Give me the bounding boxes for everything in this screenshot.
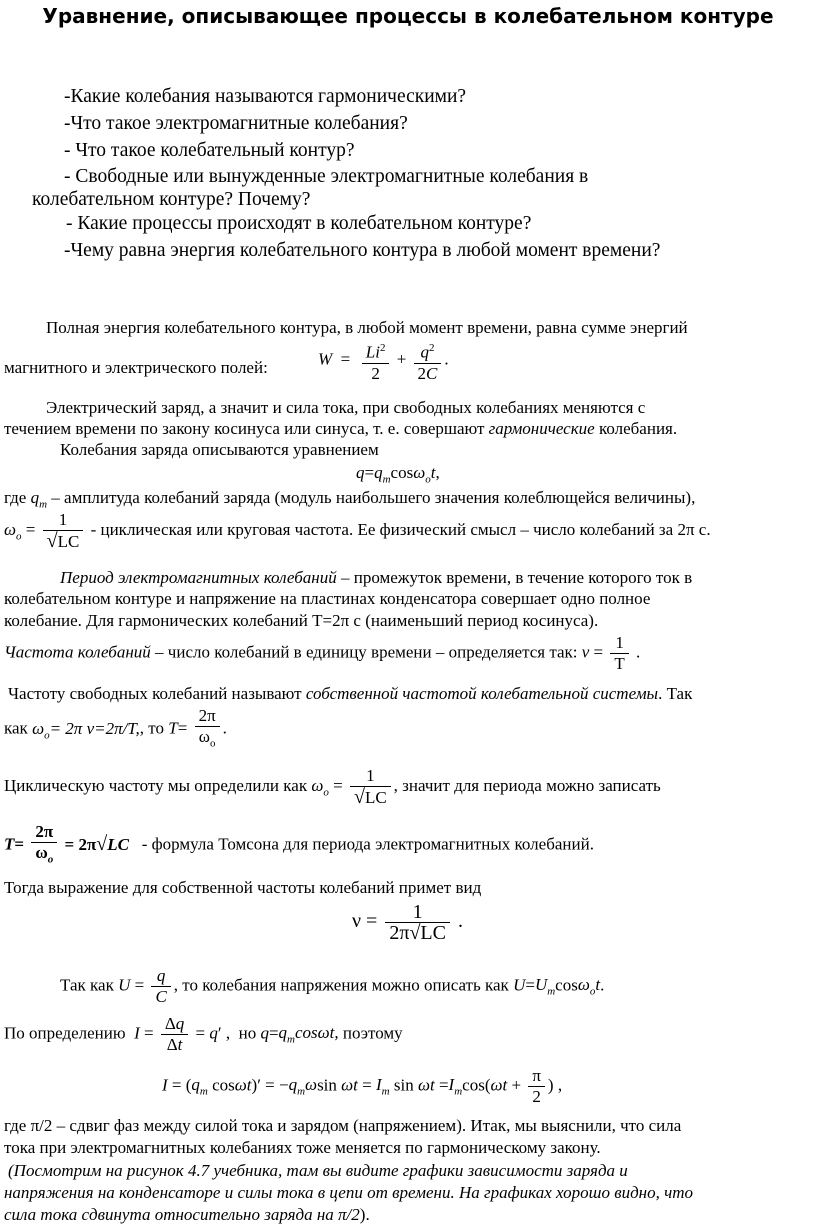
period-line-3: колебание. Для гармонических колебаний Т=2π с (наименьший период косинуса). [4,611,599,630]
cyclic-line: Циклическую частоту мы определили как $\omega_o$ = $\frac{1}{√LC}$ , значит для периода можно записать [4,766,661,808]
phase-line-1: где π/2 – сдвиг фаз между силой тока и зарядом (напряжением). Итак, мы выяснили, что сила [4,1116,682,1135]
charge-line-1: Электрический заряд, а значит и сила тока, при свободных колебаниях меняются с [46,398,646,417]
then-line: Тогда выражение для собственной частоты колебаний примет вид [4,878,482,897]
question-4-cont: колебательном контуре? Почему? [32,189,311,210]
energy-line-1: Полная энергия колебательного контура, в любой момент времени, равна сумме энергий [46,318,688,337]
charge-line-2: течением времени по закону косинуса или синуса, т. е. совершают гармонические колебания. [4,419,678,438]
period-line-2: колебательном контуре и напряжение на пластинах конденсатора совершает одно полное [4,589,651,608]
question-6: -Чему равна энергия колебательного контура в любой момент времени? [64,240,661,261]
frequency-line: Частота колебаний – число колебаний в единицу времени – определяется так: v = $\frac{1}{T}$ . [4,633,641,673]
question-4: - Свободные или вынужденные электромагнитные колебания в [64,166,589,187]
question-3: - Что такое колебательный контур? [64,140,355,161]
voltage-line: Так как U = $\frac{q}{C}$ , то колебания напряжения можно описать как $U=U_m\cos\omega_ot$. [60,966,605,1006]
note-line-1: (Посмотрим на рисунок 4.7 учебника, там вы видите графики зависимости заряда и [8,1161,628,1180]
energy-formula: W = $\frac{Li^2}{2}$ + $\frac{q^2}{2C}$ . [318,338,449,384]
current-formula: $I = (q_m$ $\cos\omega t)' = -q_m\omega\sin$ $\omega t = I_m$ $\sin \omega t =I_m\cos(\omega t$ + $\frac{\pi}{2}$ ) , [162,1066,563,1106]
note-line-3: сила тока сдвинута относительно заряда на π/2). [4,1205,370,1224]
page-title: Уравнение, описывающее процессы в колебательном контуре [42,4,774,28]
natural-line-1: Частоту свободных колебаний называют собственной частотой колебательной системы. Так [8,684,693,703]
phase-line-2: тока при электромагнитных колебаниях тоже меняется по гармоническому закону. [4,1138,601,1157]
question-1: -Какие колебания называются гармоническими? [64,86,467,107]
frequency-formula: ν = $\frac{1}{2\pi√LC}$ . [352,901,463,944]
note-line-2: напряжения на конденсаторе и силы тока в цепи от времени. На графиках хорошо видно, что [4,1183,694,1202]
energy-line-2: магнитного и электрического полей: [4,358,268,377]
equation-intro: Колебания заряда описываются уравнением [60,440,379,459]
charge-equation: $q=q_m\cos\omega_ot$, [356,463,440,486]
definition-line: По определению I = $\frac{\Delta q}{\Delta t}$ = q′ , но $q=q_m\cos\omega t$, поэтому [4,1014,403,1054]
question-2: -Что такое электромагнитные колебания? [64,113,408,134]
qm-description: где $q_m$ – амплитуда колебаний заряда (модуль наибольшего значения колеблющейся величины), [4,488,696,511]
thomson-formula: T= $\frac{2\pi}{\omega_o}$ = 2π√LC - формула Томсона для периода электромагнитных колебаний. [4,822,594,866]
question-5: - Какие процессы происходят в колебательном контуре? [66,213,532,234]
omega-line: $\omega_o$ = $\frac{1}{√LC}$ - циклическая или круговая частота. Ее физический смысл – число колебаний за 2π с. [4,510,711,552]
period-line-1: Период электромагнитных колебаний – промежуток времени, в течение которого ток в [60,568,693,587]
natural-line-2: как $\omega_o= 2\pi$ v=2π/T,, то T= $\frac{2\pi}{\omega_o}$ . [4,706,227,750]
